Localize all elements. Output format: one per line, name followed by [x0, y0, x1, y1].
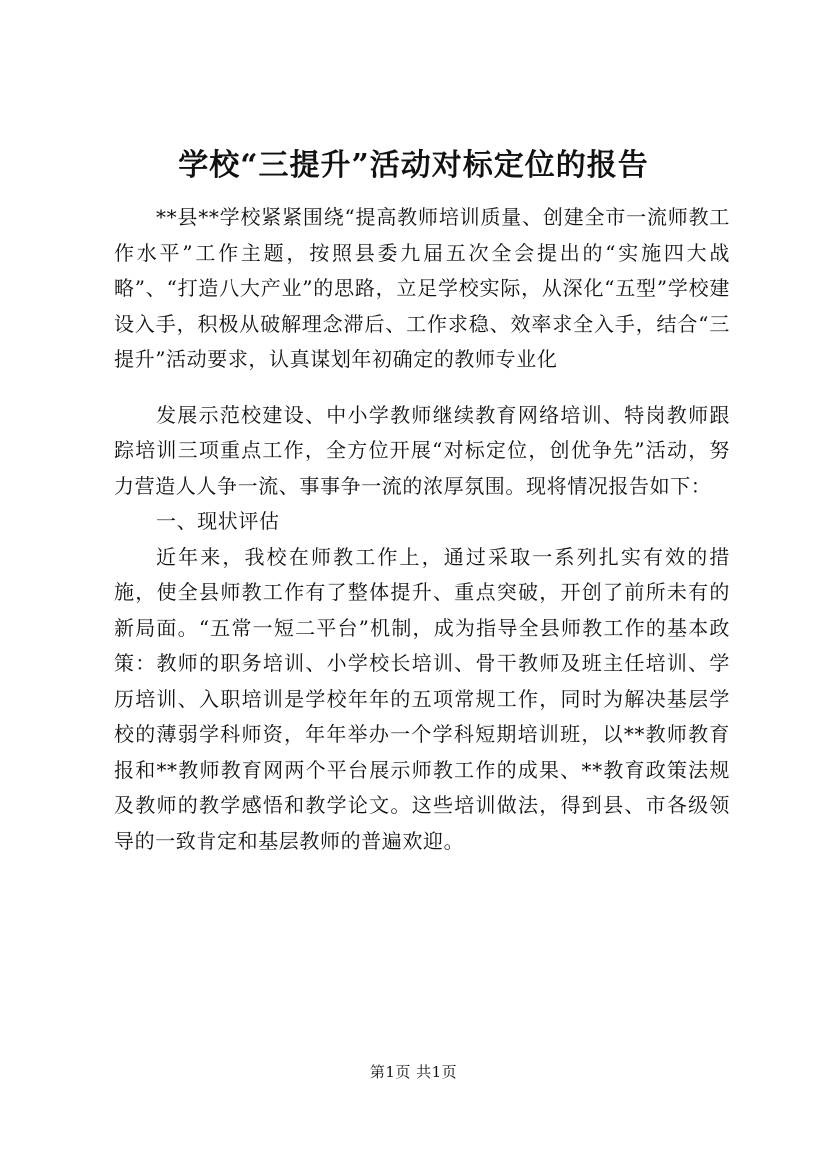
paragraph-continuation: 发展示范校建设、中小学教师继续教育网络培训、特岗教师跟踪培训三项重点工作，全方位开展“对标定位，创优争先”活动，努力营造人人争一流、事事争一流的浓厚氛围。现将情况报告如下： — [114, 402, 730, 498]
document-title: 学校“三提升”活动对标定位的报告 — [178, 148, 649, 183]
paragraph-status-assessment: 近年来，我校在师教工作上，通过采取一系列扎实有效的措施，使全县师教工作有了整体提升、重点突破，开创了前所未有的新局面。“五常一短二平台”机制，成为指导全县师教工作的基本政策：教师的职务培训、小学校长培训、骨干教师及班主任培训、学历培训、入职培训是学校年年的五项常规工作，同时为解决基层学校的薄弱学科师资，年年举办一个学科短期培训班，以**教师教育报和**教师教育网两个平台展示师教工作的成果、**教育政策法规及教师的教学感悟和教学论文。这些培训做法，得到县、市各级领导的一致肯定和基层教师的普遍欢迎。 — [114, 544, 730, 853]
paragraph-intro: **县**学校紧紧围绕“提高教师培训质量、创建全市一流师教工作水平”工作主题，按照县委九届五次全会提出的“实施四大战略”、“打造八大产业”的思路，立足学校实际，从深化“五型”学校建设入手，积极从破解理念滞后、工作求稳、效率求全入手，结合“三提升”活动要求，认真谋划年初确定的教师专业化 — [114, 205, 730, 371]
document-body — [114, 200, 730, 859]
page-number-footer: 第1页 共1页 — [369, 1063, 458, 1081]
section-heading-status-assessment: 一、现状评估 — [156, 509, 280, 533]
